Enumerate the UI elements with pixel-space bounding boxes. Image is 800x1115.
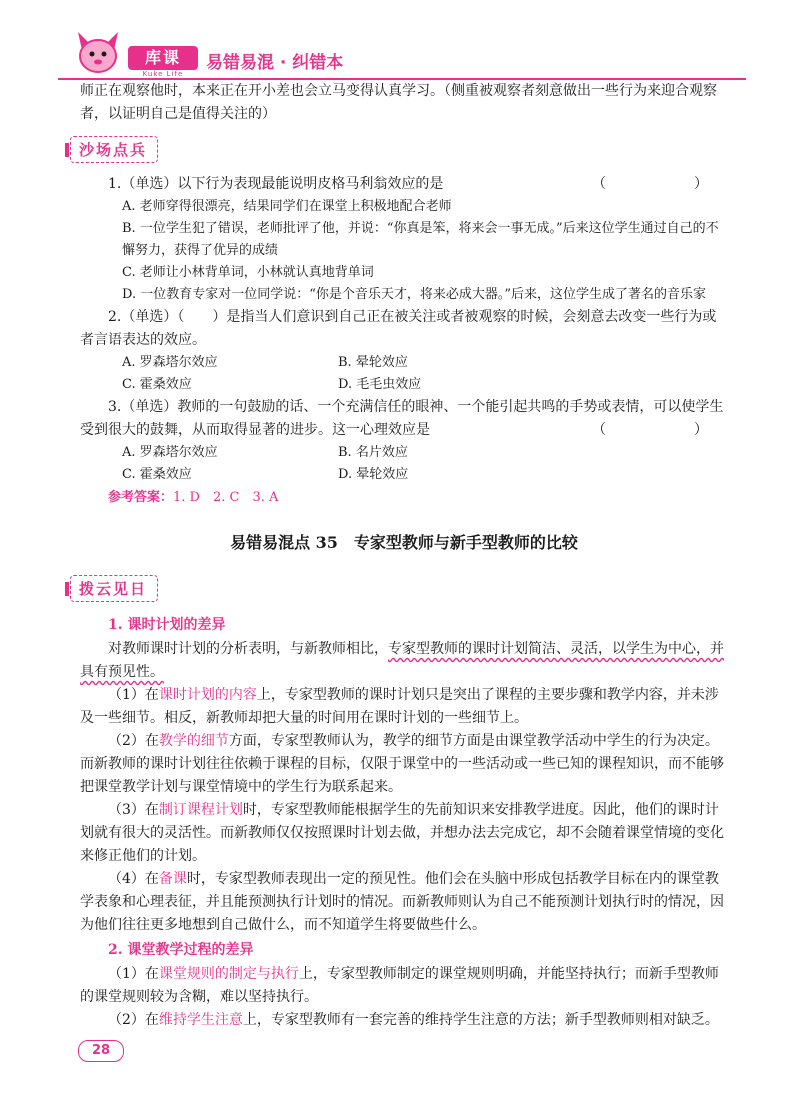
q3-options-row-1 <box>80 442 728 464</box>
question-3-stem: 3.（单选）教师的一句鼓励的话、一个充满信任的眼神、一个能引起共鸣的手势或表情，可以使学生受到很大的鼓舞，从而取得显著的进步。这一心理效应是 <box>80 399 724 438</box>
question-1 <box>80 173 728 196</box>
paragraph-text: 上，专家型教师有一套完善的维持学生注意的方法；新手型教师则相对缺乏。 <box>242 1012 719 1028</box>
q3-options-row-2 <box>80 464 728 486</box>
paragraph-text: 上，专家型教师的课时计划只是突出了课程的主要步骤和教学内容，并未涉及一些细节。相反，新教师却把大量的时间用在课时计划的一些细节上。 <box>80 687 719 726</box>
question-2-stem: 2.（单选）（ ）是指当人们意识到自己正在被关注或者被观察的时候，会刻意去改变一些行为或者言语表达的效应。 <box>80 309 717 348</box>
paragraph-text: （1）在 <box>108 687 159 703</box>
keyword: 教学的细节 <box>158 733 229 749</box>
answer-key <box>80 486 728 510</box>
q3-option-d: D. 晕轮效应 <box>338 467 409 482</box>
paragraph-text: （2）在 <box>108 1012 159 1028</box>
keyword: 课堂规则的制定与执行 <box>158 966 299 982</box>
book-title: 易错易混 · 纠错本 <box>206 53 344 73</box>
key-sentence: 专家型教师的课时计划简洁、灵活，以学生为中心，并具有预见性。 <box>80 641 724 680</box>
paragraph-text: 对教师课时计划的分析表明，与新教师相比， <box>108 641 388 657</box>
question-1-paren: （ ） <box>592 176 728 192</box>
paragraph-point-2 <box>80 730 728 799</box>
question-1-stem: 1.（单选）以下行为表现最能说明皮格马利翁效应的是 <box>108 176 444 192</box>
paragraph-text: （4）在 <box>108 871 159 887</box>
q2-option-a: A. 罗森塔尔效应 <box>122 355 218 370</box>
q3-option-a: A. 罗森塔尔效应 <box>122 445 218 460</box>
q1-option-b: B. 一位学生犯了错误，老师批评了他，并说：“你真是笨，将来会一事无成。”后来这位学生通过自己的不懈努力，获得了优异的成绩 <box>122 221 719 258</box>
paragraph-point-3 <box>80 799 728 868</box>
section-label-practice: 沙场点兵 <box>70 136 158 163</box>
question-3 <box>80 396 728 442</box>
paragraph-text: 时，专家型教师能根据学生的先前知识来安排教学进度。因此，他们的课时计划就有很大的灵活性。而新教师仅仅按照课时计划去做，并想办法去完成它，却不会随着课堂情境的变化来修正他们的计划。 <box>80 802 724 864</box>
paragraph-text: （1）在 <box>108 966 159 982</box>
q2-options-row-2 <box>80 374 728 396</box>
page-header <box>58 26 758 82</box>
keyword: 备课 <box>158 871 187 887</box>
keyword: 制订课程计划 <box>158 802 243 818</box>
q3-option-c: C. 霍桑效应 <box>122 467 192 482</box>
page-content <box>80 80 728 1032</box>
q3-option-b: B. 名片效应 <box>338 445 408 460</box>
paragraph-point-1 <box>80 684 728 730</box>
brand-logo: 库课 <box>128 46 198 70</box>
paragraph-process-2 <box>80 1009 728 1032</box>
paragraph-text: 上，专家型教师制定的课堂规则明确，并能坚持执行；而新手型教师的课堂规则较为含糊，难以坚持执行。 <box>80 966 719 1005</box>
subheading-teaching-process: 2. 课堂教学过程的差异 <box>108 942 254 958</box>
q1-option-c: C. 老师让小林背单词，小林就认真地背单词 <box>122 265 374 280</box>
q2-option-d: D. 毛毛虫效应 <box>338 377 422 392</box>
paragraph-text: （3）在 <box>108 802 159 818</box>
fox-mascot-icon <box>72 28 124 78</box>
page-number: 28 <box>78 1040 124 1062</box>
paragraph-lesson-plan-intro <box>80 638 728 684</box>
q1-option-a: A. 老师穿得很漂亮，结果同学们在课堂上积极地配合老师 <box>122 199 452 214</box>
subheading-lesson-plan: 1. 课时计划的差异 <box>108 617 226 633</box>
q2-option-b: B. 晕轮效应 <box>338 355 408 370</box>
paragraph-text: 方面，专家型教师认为，教学的细节方面是由课堂教学活动中学生的行为决定。而新教师的课时计划往往依赖于课程的目标，仅限于课堂中的一些活动或一些已知的课程知识，而不能够把课堂教学计划与课堂情境中的学生行为联系起来。 <box>80 733 724 795</box>
section-label-analysis: 拨云见日 <box>70 575 158 602</box>
question-3-paren: （ ） <box>592 422 728 438</box>
answer-value: 1. D 2. C 3. A <box>173 490 279 505</box>
keyword: 维持学生注意 <box>158 1012 243 1028</box>
q2-option-c: C. 霍桑效应 <box>122 377 192 392</box>
keyword: 课时计划的内容 <box>158 687 257 703</box>
paragraph-text: 时，专家型教师表现出一定的预见性。他们会在头脑中形成包括教学目标在内的课堂教学表象和心理表征，并且能预测执行计划时的情况。而新教师则认为自己不能预测计划执行时的情况，因为他们往往更多地想到自己做什么，而不知道学生将要做些什么。 <box>80 871 724 933</box>
q2-options-row-1 <box>80 352 728 374</box>
intro-paragraph: 师正在观察他时，本来正在开小差也会立马变得认真学习。（侧重被观察者刻意做出一些行为来迎合观察者，以证明自己是值得关注的） <box>80 83 717 122</box>
paragraph-point-4 <box>80 868 728 937</box>
paragraph-process-1 <box>80 963 728 1009</box>
q1-option-d: D. 一位教育专家对一位同学说：“你是个音乐天才，将来必成大器。”后来，这位学生成了著名的音乐家 <box>122 287 707 302</box>
brand-logo-sub: Kuke Life <box>142 70 184 78</box>
paragraph-text: （2）在 <box>108 733 159 749</box>
topic-title: 易错易混点 35 专家型教师与新手型教师的比较 <box>230 533 578 552</box>
answer-label: 参考答案： <box>108 490 174 505</box>
